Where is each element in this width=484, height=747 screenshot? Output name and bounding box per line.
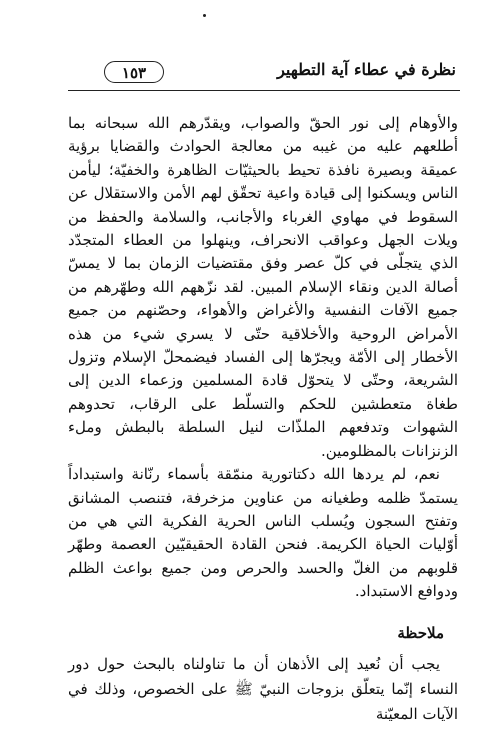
- running-title: نظرة في عطاء آية التطهير: [277, 60, 456, 79]
- note-paragraph: يجب أن نُعيد إلى الأذهان أن ما تناولناه بالبحث حول دور النساء إنّما يتعلّق بزوجات النبيّ ﷺ على الخصوص، وذلك في الآيات المعيّنة: [68, 655, 458, 723]
- running-header: [68, 58, 460, 91]
- body-paragraph-2: نعم، لم يردها الله دكتاتورية منمّقة بأسماء رنّانة واستبداداً يستمدّ ظلمه وطغيانه من عناوين مزخرفة، فتنصب المشانق وتفتح السجون ويُسلب الناس الحرية الفكرية التي هي من أوّليات الحياة الكريمة. فنحن القادة الحقيقيّين العصمة وطهّر قلوبهم من الغلّ والحسد والحرص ومن جميع بواعث الظلم ودوافع الاستبداد.: [68, 465, 458, 601]
- body-paragraph-1: والأوهام إلى نور الحقّ والصواب، ويقدّرهم الله سبحانه بما أطلعهم عليه من غيبه من معالجة الحوادث والقضايا برؤية عميقة وبصيرة نافذة تحيط بالحيثيّات الظاهرة والخفيّة؛ ليأمن الناس ويسكنوا إلى قيادة واعية تحقّق لهم الأمن والاستقلال عن السقوط في مهاوي الغرباء والأجانب، والسلامة والحفظ من ويلات الجهل وعواقب الانحراف، وينهلوا من العطاء المتجدّد الذي يتجلّى في كلّ عصر وفق مقتضيات الزمان بما لا يمسّ أصالة الدين ونقاء الإسلام المبين. لقد نزّههم الله وطهّرهم من جميع الآفات النفسية والأغراض والأهواء، وحصّنهم من جميع الأمراض الروحية والأخلاقية حتّى لا يسري شيء من هذه الأخطار إلى الأمّة ويجرّها إلى الفساد فيضمحلّ الإسلام وتزول الشريعة، وحتّى لا يتحوّل قادة المسلمين وزعماء الدين إلى طغاة متعطشين للحكم والتسلّط على الرقاب، تحدوهم الشهوات وتدفعهم الملذّات لنيل السلطة بالبطش وملء الزنزانات بالمظلومين.: [68, 114, 458, 460]
- page-number-badge: ١٥٣: [104, 61, 164, 83]
- print-speck: [203, 14, 206, 17]
- main-text: [68, 112, 458, 604]
- note-heading: ملاحظة: [397, 624, 444, 642]
